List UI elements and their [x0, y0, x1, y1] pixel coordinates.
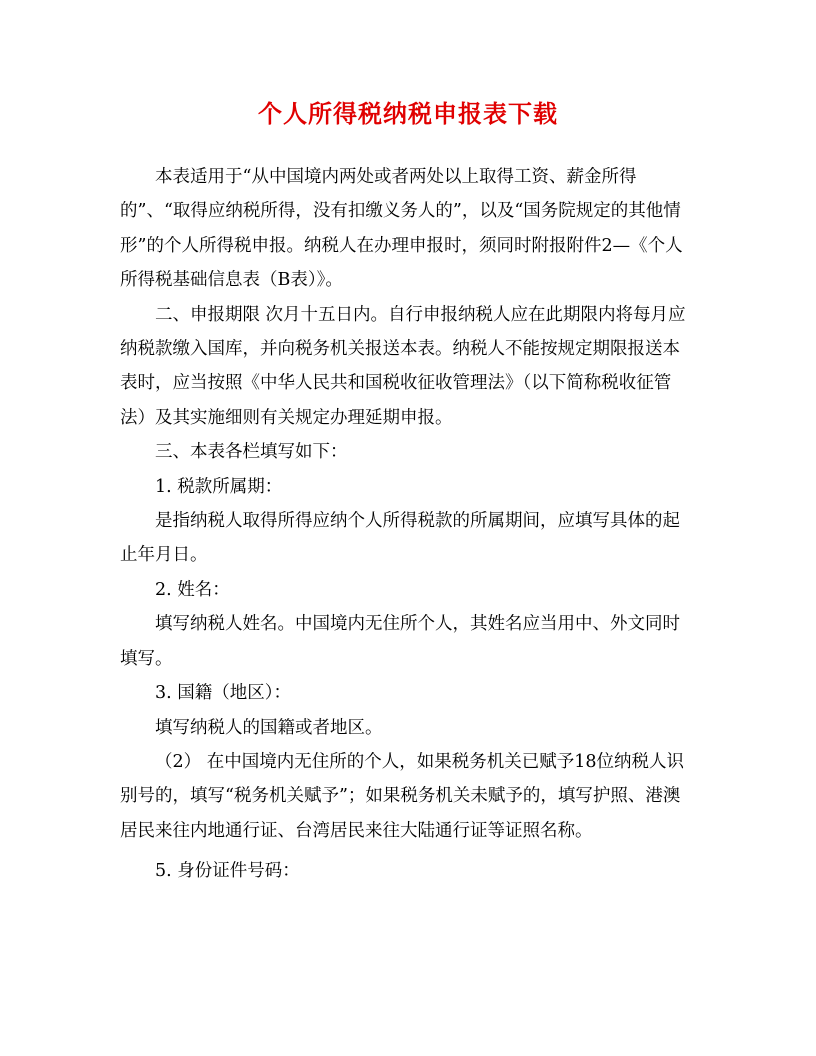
- item-nationality-heading: 3. 国籍（地区）：: [155, 683, 292, 704]
- paragraph-fill-instructions-heading: 三、本表各栏填写如下：: [155, 442, 348, 463]
- item-name-text: 填写纳税人姓名。中国境内无住所个人，其姓名应当用中、外文同时填写。: [120, 614, 680, 669]
- document-title: 个人所得税纳税申报表下载: [258, 99, 558, 128]
- item-tax-period-heading: 1. 税款所属期：: [155, 476, 283, 497]
- item-nationality-text: 填写纳税人的国籍或者地区。: [155, 717, 383, 738]
- item-id-number-heading: 5. 身份证件号码：: [155, 861, 300, 882]
- item-name-heading: 2. 姓名：: [155, 579, 230, 600]
- paragraph-scope: 本表适用于“从中国境内两处或者两处以上取得工资、薪金所得的”、“取得应纳税所得，没有扣缴义务人的”，以及“国务院规定的其他情形”的个人所得税申报。纳税人在办理申报时，须同时附报附件2—《个人所得税基础信息表（B表）》。: [120, 167, 683, 291]
- paragraph-deadline: 二、申报期限 次月十五日内。自行申报纳税人应在此期限内将每月应纳税款缴入国库，并向税务机关报送本表。纳税人不能按规定期限报送本表时，应当按照《中华人民共和国税收征收管理法》（以下简称税收征管法）及其实施细则有关规定办理延期申报。: [120, 304, 686, 428]
- item-nonresident-text: （2） 在中国境内无住所的个人，如果税务机关已赋予18位纳税人识别号的，填写“税务机关赋予”；如果税务机关未赋予的，填写护照、港澳居民来往内地通行证、台湾居民来往大陆通行证等证照名称。: [120, 751, 684, 841]
- item-tax-period-text: 是指纳税人取得所得应纳个人所得税款的所属期间，应填写具体的起止年月日。: [120, 511, 680, 566]
- document-body: [120, 160, 692, 889]
